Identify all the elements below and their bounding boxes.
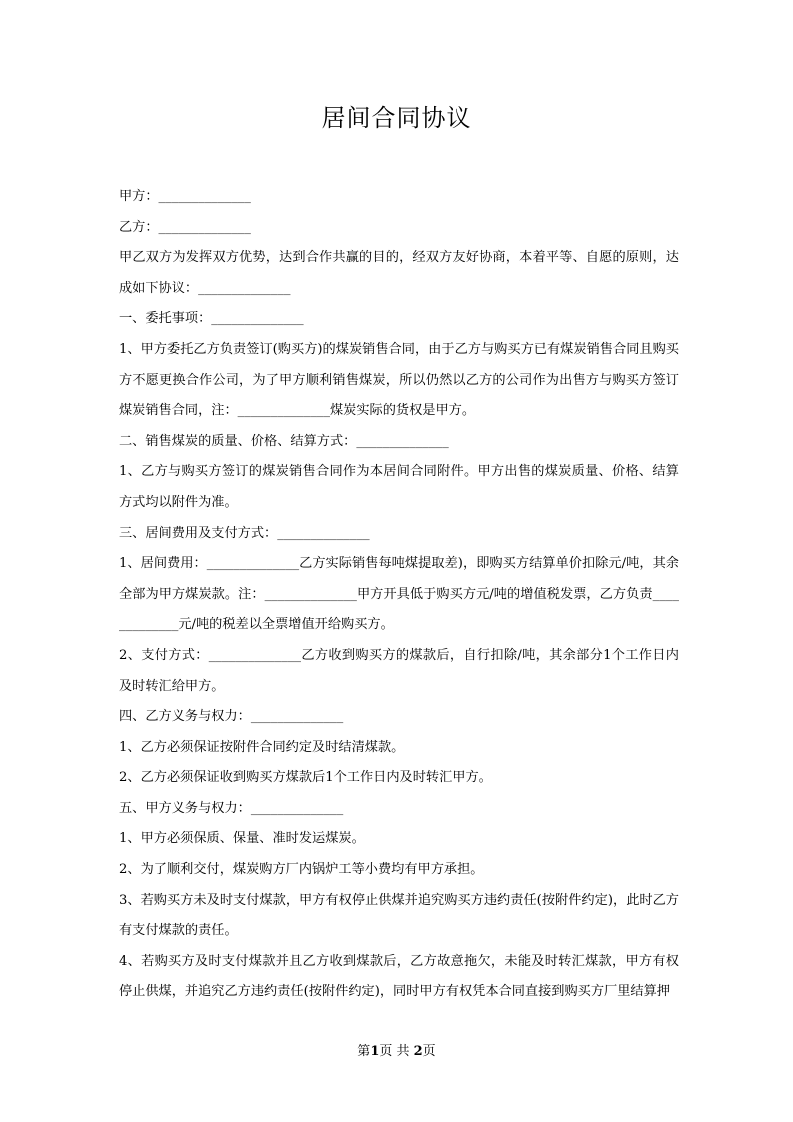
total-page-count: 2 bbox=[413, 1044, 423, 1059]
party-a-line: 甲方：______________ bbox=[119, 189, 251, 204]
page-number-footer bbox=[0, 1043, 793, 1061]
section-heading-5: 五、甲方义务与权力：______________ bbox=[119, 800, 344, 816]
section-3-clause-1: 1、居间费用：______________乙方实际销售每吨煤提取差)，即购买方结算单价扣除元/吨，其余全部为甲方煤炭款。注：______________甲方开具低于购买方元/吨的增值税发票，乙方负责_____________元/吨的税差以全票增值开给购买方。 bbox=[119, 556, 679, 633]
footer-prefix: 第 bbox=[357, 1044, 371, 1059]
section-5-clause-1: 1、甲方必须保质、保量、准时发运煤炭。 bbox=[119, 831, 365, 847]
document-body bbox=[119, 182, 679, 1008]
preamble-paragraph: 甲乙双方为发挥双方优势，达到合作共赢的目的，经双方友好协商，本着平等、自愿的原则，达成如下协议：______________ bbox=[119, 250, 679, 296]
current-page-number: 1 bbox=[370, 1044, 380, 1059]
footer-middle: 页 共 bbox=[379, 1044, 414, 1059]
section-heading-4: 四、乙方义务与权力：______________ bbox=[119, 709, 344, 725]
section-heading-2: 二、销售煤炭的质量、价格、结算方式：______________ bbox=[119, 433, 449, 449]
section-5-clause-3: 3、若购买方未及时支付煤款，甲方有权停止供煤并追究购买方违约责任(按附件约定)，此时乙方有支付煤款的责任。 bbox=[119, 892, 679, 939]
section-2-clause-1: 1、乙方与购买方签订的煤炭销售合同作为本居间合同附件。甲方出售的煤炭质量、价格、结算方式均以附件为准。 bbox=[119, 464, 679, 510]
document-title: 居间合同协议 bbox=[321, 104, 472, 132]
footer-suffix: 页 bbox=[422, 1044, 436, 1059]
section-heading-3: 三、居间费用及支付方式：______________ bbox=[119, 525, 370, 541]
party-b-line: 乙方：______________ bbox=[119, 219, 251, 235]
section-5-clause-4: 4、若购买方及时支付煤款并且乙方收到煤款后，乙方故意拖欠，未能及时转汇煤款，甲方有权停止供煤，并追究乙方违约责任(按附件约定)，同时甲方有权凭本合同直接到购买方厂里结算押 bbox=[119, 953, 679, 1000]
section-heading-1: 一、委托事项：______________ bbox=[119, 311, 304, 327]
section-4-clause-1: 1、乙方必须保证按附件合同约定及时结清煤款。 bbox=[119, 739, 405, 755]
section-1-clause-1: 1、甲方委托乙方负责签订(购买方)的煤炭销售合同，由于乙方与购买方已有煤炭销售合同且购买方不愿更换合作公司，为了甲方顺利销售煤炭，所以仍然以乙方的公司作为出售方与购买方签订煤炭销售合同，注：______________煤炭实际的货权是甲方。 bbox=[119, 341, 679, 419]
section-3-clause-2: 2、支付方式：______________乙方收到购买方的煤款后，自行扣除/吨，其余部分1个工作日内及时转汇给甲方。 bbox=[119, 647, 679, 694]
section-4-clause-2: 2、乙方必须保证收到购买方煤款后1个工作日内及时转汇甲方。 bbox=[119, 770, 492, 786]
section-5-clause-2: 2、为了顺利交付，煤炭购方厂内锅炉工等小费均有甲方承担。 bbox=[119, 862, 484, 878]
